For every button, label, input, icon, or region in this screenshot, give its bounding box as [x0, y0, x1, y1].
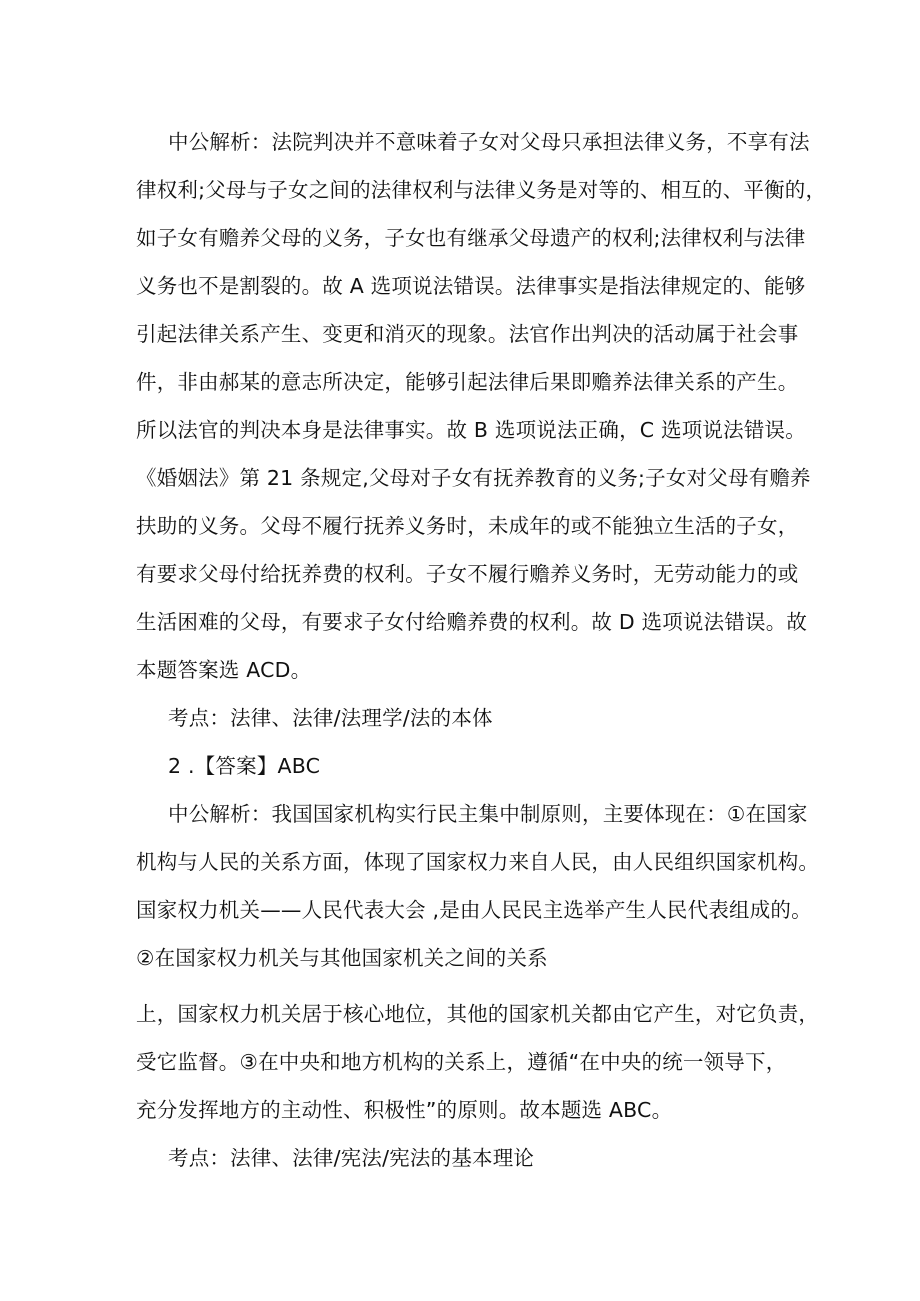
paragraph-line: 《婚姻法》第 21 条规定,父母对子女有抚养教育的义务;子女对父母有赡养 [136, 466, 811, 490]
paragraph-line: 律权利;父母与子女之间的法律权利与法律义务是对等的、相互的、平衡的， [136, 178, 827, 202]
paragraph-line: 机构与人民的关系方面，体现了国家权力来自人民，由人民组织国家机构。 [136, 850, 820, 874]
answer-heading: 2 .【答案】ABC [168, 754, 321, 778]
paragraph-line: 件，非由郝某的意志所决定，能够引起法律后果即赡养法律关系的产生。 [136, 370, 799, 394]
paragraph-line: 如子女有赡养父母的义务，子女也有继承父母遗产的权利;法律权利与法律 [136, 226, 806, 250]
paragraph-line: ②在国家权力机关与其他国家机关之间的关系 [136, 946, 548, 970]
paragraph-line: 上，国家权力机关居于核心地位，其他的国家机关都由它产生，对它负责， [136, 1002, 820, 1026]
paragraph-line: 本题答案选 ACD。 [136, 658, 312, 682]
kaodian-line: 考点：法律、法律/宪法/宪法的基本理论 [168, 1146, 535, 1170]
paragraph-line: 充分发挥地方的主动性、积极性”的原则。故本题选 ABC。 [136, 1098, 673, 1122]
paragraph-line: 受它监督。③在中央和地方机构的关系上，遵循“在中央的统一领导下， [136, 1050, 787, 1074]
paragraph-line: 引起法律关系产生、变更和消灭的现象。法官作出判决的活动属于社会事 [136, 322, 799, 346]
paragraph-line: 国家权力机关——人民代表大会 ,是由人民民主选举产生人民代表组成的。 [136, 898, 812, 922]
paragraph-line: 生活困难的父母，有要求子女付给赡养费的权利。故 D 选项说法错误。故 [136, 610, 808, 634]
paragraph-line: 扶助的义务。父母不履行抚养义务时，未成年的或不能独立生活的子女， [136, 514, 799, 538]
paragraph-line: 中公解析：我国国家机构实行民主集中制原则，主要体现在：①在国家 [168, 802, 808, 826]
paragraph-line: 有要求父母付给抚养费的权利。子女不履行赡养义务时，无劳动能力的或 [136, 562, 799, 586]
paragraph-line: 所以法官的判决本身是法律事实。故 B 选项说法正确，C 选项说法错误。 [136, 418, 806, 442]
paragraph-line: 中公解析：法院判决并不意味着子女对父母只承担法律义务，不享有法 [168, 130, 810, 154]
kaodian-line: 考点：法律、法律/法理学/法的本体 [168, 706, 493, 730]
paragraph-line: 义务也不是割裂的。故 A 选项说法错误。法律事实是指法律规定的、能够 [136, 274, 806, 298]
